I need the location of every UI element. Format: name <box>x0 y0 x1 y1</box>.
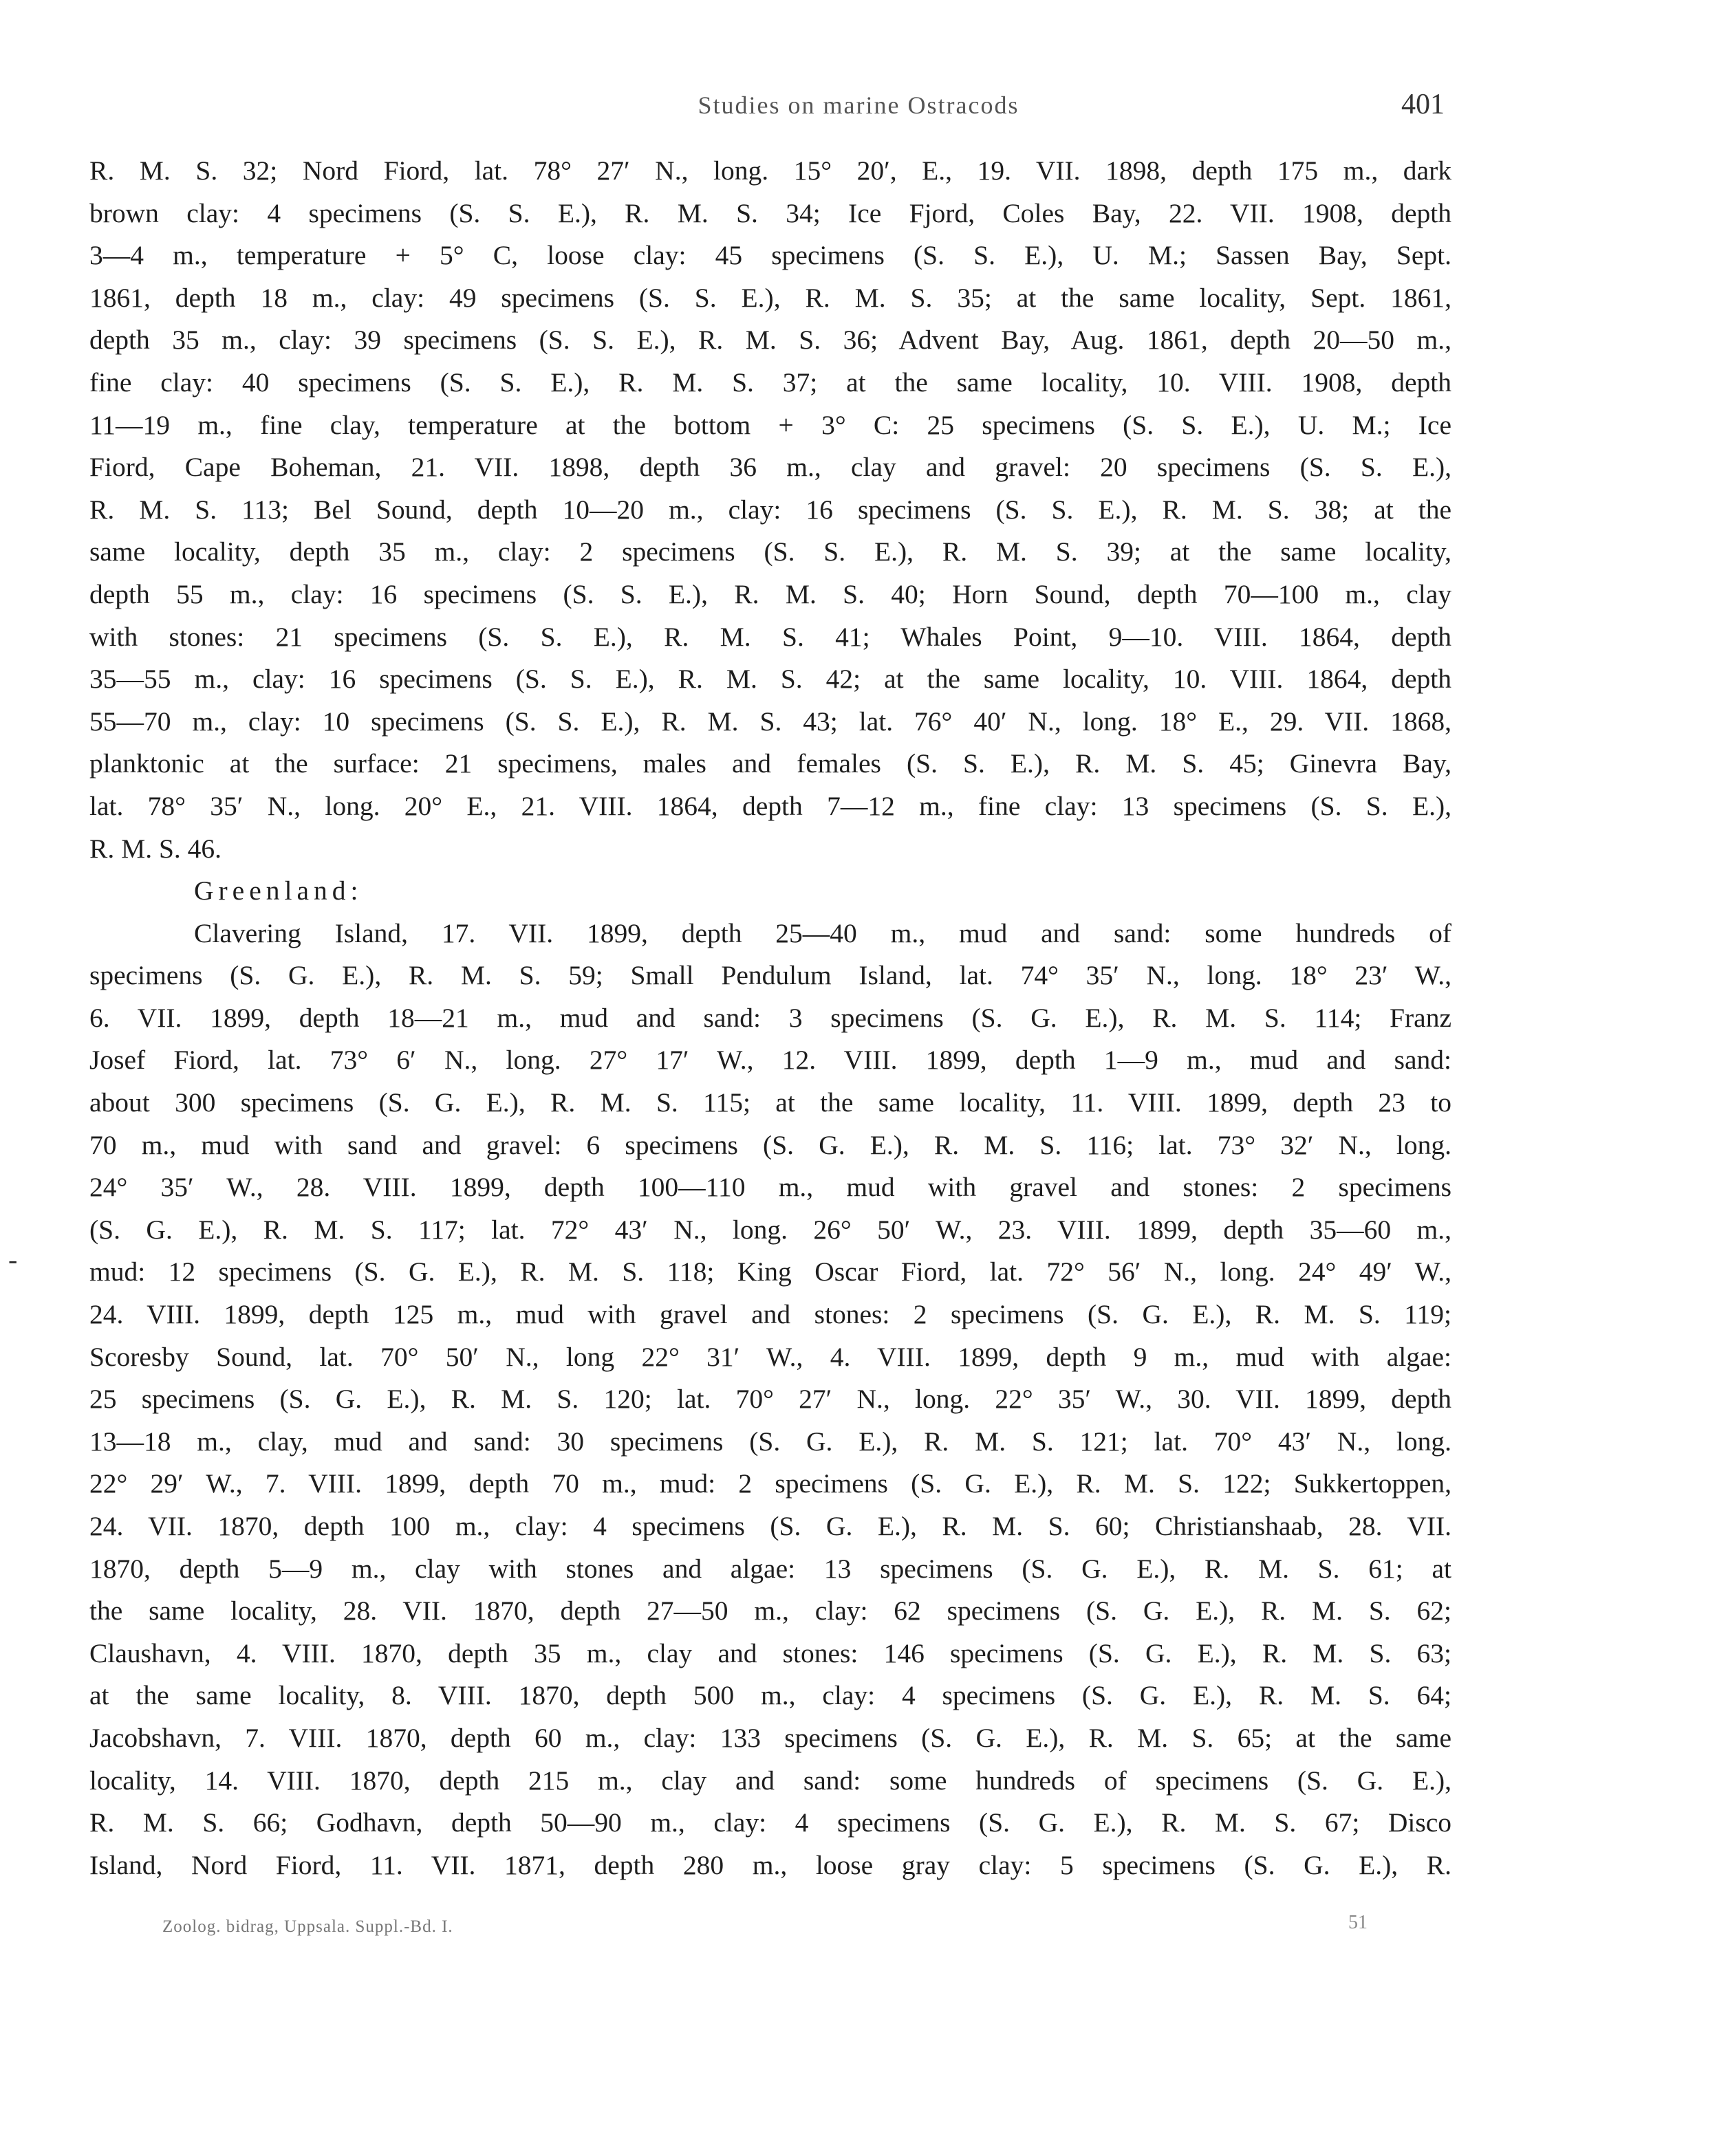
text-line: Claushavn, 4. VIII. 1870, depth 35 m., clay and stones: 146 specimens (S. G. E.), R. M. S. 63; <box>89 1637 1451 1668</box>
text-line: depth 55 m., clay: 16 specimens (S. S. E.), R. M. S. 40; Horn Sound, depth 70—100 m., clay <box>89 578 1451 609</box>
margin-mark: - <box>8 1244 18 1275</box>
text-line: with stones: 21 specimens (S. S. E.), R. M. S. 41; Whales Point, 9—10. VIII. 1864, depth <box>89 621 1451 652</box>
page-number: 401 <box>1401 89 1445 120</box>
text-line: R. M. S. 46. <box>89 833 222 864</box>
text-line: Josef Fiord, lat. 73° 6′ N., long. 27° 17′ W., 12. VIII. 1899, depth 1—9 m., mud and sand: <box>89 1045 1451 1076</box>
text-line: at the same locality, 8. VIII. 1870, depth 500 m., clay: 4 specimens (S. G. E.), R. M. S. 64; <box>89 1680 1451 1711</box>
text-line: same locality, depth 35 m., clay: 2 specimens (S. S. E.), R. M. S. 39; at the same locality, <box>89 536 1451 567</box>
text-line: R. M. S. 66; Godhavn, depth 50—90 m., clay: 4 specimens (S. G. E.), R. M. S. 67; Disco <box>89 1807 1451 1838</box>
text-line: 13—18 m., clay, mud and sand: 30 specimens (S. G. E.), R. M. S. 121; lat. 70° 43′ N., long. <box>89 1426 1451 1457</box>
text-line: fine clay: 40 specimens (S. S. E.), R. M. S. 37; at the same locality, 10. VIII. 1908, depth <box>89 367 1451 398</box>
text-line: brown clay: 4 specimens (S. S. E.), R. M. S. 34; Ice Fjord, Coles Bay, 22. VII. 1908, depth <box>89 197 1451 228</box>
text-line: locality, 14. VIII. 1870, depth 215 m., clay and sand: some hundreds of specimens (S. G. E.), <box>89 1765 1451 1796</box>
text-line: 1870, depth 5—9 m., clay with stones and algae: 13 specimens (S. G. E.), R. M. S. 61; at <box>89 1553 1451 1584</box>
text-line: 24° 35′ W., 28. VIII. 1899, depth 100—110 m., mud with gravel and stones: 2 specimens <box>89 1172 1451 1203</box>
text-line: R. M. S. 113; Bel Sound, depth 10—20 m., clay: 16 specimens (S. S. E.), R. M. S. 38; at the <box>89 494 1451 525</box>
text-line: R. M. S. 32; Nord Fiord, lat. 78° 27′ N., long. 15° 20′, E., 19. VII. 1898, depth 175 m., dark <box>89 155 1451 186</box>
text-line: 11—19 m., fine clay, temperature at the bottom + 3° C: 25 specimens (S. S. E.), U. M.; Ice <box>89 409 1451 440</box>
text-line: depth 35 m., clay: 39 specimens (S. S. E.), R. M. S. 36; Advent Bay, Aug. 1861, depth 20—50 m., <box>89 325 1451 356</box>
text-line: about 300 specimens (S. G. E.), R. M. S. 115; at the same locality, 11. VIII. 1899, depth 23 to <box>89 1087 1451 1118</box>
text-line: Island, Nord Fiord, 11. VII. 1871, depth 280 m., loose gray clay: 5 specimens (S. G. E.), R. <box>89 1849 1451 1880</box>
text-line: lat. 78° 35′ N., long. 20° E., 21. VIII. 1864, depth 7—12 m., fine clay: 13 specimens (S. S. E.), <box>89 790 1451 821</box>
footer-series: Zoolog. bidrag, Uppsala. Suppl.-Bd. I. <box>162 1917 453 1936</box>
text-line: 6. VII. 1899, depth 18—21 m., mud and sand: 3 specimens (S. G. E.), R. M. S. 114; Franz <box>89 1002 1451 1033</box>
text-line: 55—70 m., clay: 10 specimens (S. S. E.), R. M. S. 43; lat. 76° 40′ N., long. 18° E., 29. VII. 1868, <box>89 706 1451 737</box>
text-line: 1861, depth 18 m., clay: 49 specimens (S. S. E.), R. M. S. 35; at the same locality, Sept. 1861, <box>89 282 1451 313</box>
text-line: 25 specimens (S. G. E.), R. M. S. 120; lat. 70° 27′ N., long. 22° 35′ W., 30. VII. 1899, depth <box>89 1384 1451 1415</box>
text-line: mud: 12 specimens (S. G. E.), R. M. S. 118; King Oscar Fiord, lat. 72° 56′ N., long. 24° 49′ W., <box>89 1256 1451 1287</box>
text-line: 3—4 m., temperature + 5° C, loose clay: 45 specimens (S. S. E.), U. M.; Sassen Bay, Sept. <box>89 240 1451 271</box>
text-line: Fiord, Cape Boheman, 21. VII. 1898, depth 36 m., clay and gravel: 20 specimens (S. S. E.), <box>89 452 1451 483</box>
text-line: 70 m., mud with sand and gravel: 6 specimens (S. G. E.), R. M. S. 116; lat. 73° 32′ N., long. <box>89 1129 1451 1160</box>
text-line: specimens (S. G. E.), R. M. S. 59; Small Pendulum Island, lat. 74° 35′ N., long. 18° 23′ W., <box>89 960 1451 991</box>
text-line: planktonic at the surface: 21 specimens, males and females (S. S. E.), R. M. S. 45; Ginevra Bay, <box>89 748 1451 779</box>
body-text <box>89 150 1451 1886</box>
text-line: 24. VII. 1870, depth 100 m., clay: 4 specimens (S. G. E.), R. M. S. 60; Christianshaab, 28. VII. <box>89 1511 1451 1541</box>
section-heading-greenland: Greenland: <box>194 875 363 906</box>
text-line: 24. VIII. 1899, depth 125 m., mud with gravel and stones: 2 specimens (S. G. E.), R. M. S. 119; <box>89 1299 1451 1330</box>
footer-signature: 51 <box>1348 1912 1368 1933</box>
text-line: 22° 29′ W., 7. VIII. 1899, depth 70 m., mud: 2 specimens (S. G. E.), R. M. S. 122; Sukkertoppen, <box>89 1468 1451 1499</box>
text-line: Jacobshavn, 7. VIII. 1870, depth 60 m., clay: 133 specimens (S. G. E.), R. M. S. 65; at the same <box>89 1722 1451 1753</box>
running-title: Studies on marine Ostracods <box>698 91 1019 119</box>
text-line: Clavering Island, 17. VII. 1899, depth 25—40 m., mud and sand: some hundreds of <box>194 917 1451 948</box>
text-line: the same locality, 28. VII. 1870, depth 27—50 m., clay: 62 specimens (S. G. E.), R. M. S. 62; <box>89 1596 1451 1626</box>
text-line: 35—55 m., clay: 16 specimens (S. S. E.), R. M. S. 42; at the same locality, 10. VIII. 1864, depth <box>89 664 1451 695</box>
text-line: Scoresby Sound, lat. 70° 50′ N., long 22° 31′ W., 4. VIII. 1899, depth 9 m., mud with algae: <box>89 1341 1451 1372</box>
text-line: (S. G. E.), R. M. S. 117; lat. 72° 43′ N., long. 26° 50′ W., 23. VIII. 1899, depth 35—60 m., <box>89 1214 1451 1245</box>
